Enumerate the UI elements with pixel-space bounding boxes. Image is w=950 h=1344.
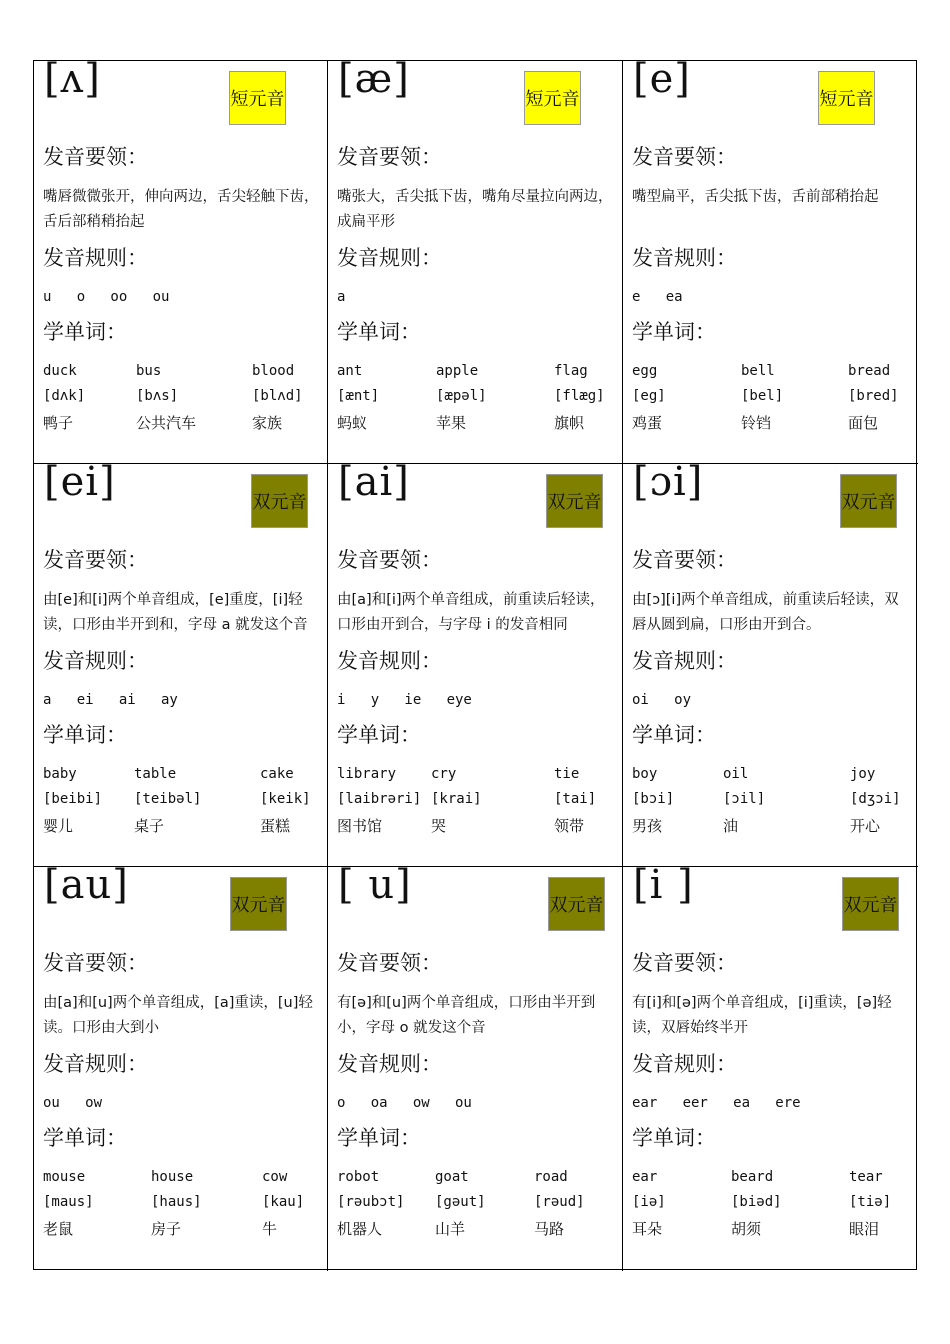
word-english: egg <box>632 363 658 379</box>
pronunciation-rules-text: e ea <box>632 289 683 305</box>
phonetic-symbol: [i ] <box>633 867 694 908</box>
word-english: bell <box>741 363 775 379</box>
word-phonetic: [gəut] <box>435 1194 486 1210</box>
word-phonetic: [biəd] <box>731 1194 782 1210</box>
heading-learn-words: 学单词： <box>337 320 421 344</box>
word-phonetic: [bɔi] <box>632 791 675 807</box>
pronunciation-tips-text: 有[i]和[ə]两个单音组成，[i]重读，[ə]轻读，双唇始终半开 <box>632 995 892 1036</box>
word-phonetic: [bʌs] <box>136 388 179 404</box>
word-chinese: 家族 <box>252 414 283 432</box>
word-chinese: 公共汽车 <box>136 414 197 432</box>
phoneme-card <box>34 867 328 1271</box>
heading-pronunciation-rules: 发音规则： <box>632 649 737 673</box>
word-english: beard <box>731 1169 774 1185</box>
word-english: table <box>134 766 177 782</box>
word-chinese: 蚂蚁 <box>337 414 368 432</box>
pronunciation-rules-text: oi oy <box>632 692 692 708</box>
word-chinese: 胡须 <box>731 1220 762 1238</box>
heading-pronunciation-tips: 发音要领： <box>632 145 737 169</box>
phonetic-symbol: [e] <box>633 61 691 102</box>
word-chinese: 鸡蛋 <box>632 414 663 432</box>
word-phonetic: [kau] <box>262 1194 305 1210</box>
phoneme-card <box>623 61 918 464</box>
word-english: flag <box>554 363 588 379</box>
heading-learn-words: 学单词： <box>632 320 716 344</box>
word-english: robot <box>337 1169 380 1185</box>
heading-learn-words: 学单词： <box>43 723 127 747</box>
phonetic-symbol: [au] <box>44 867 129 908</box>
word-english: cow <box>262 1169 288 1185</box>
heading-learn-words: 学单词： <box>632 723 716 747</box>
word-phonetic: [haus] <box>151 1194 202 1210</box>
word-english: tear <box>849 1169 883 1185</box>
word-phonetic: [blʌd] <box>252 388 303 404</box>
phoneme-card <box>623 867 918 1271</box>
word-chinese: 男孩 <box>632 817 663 835</box>
heading-pronunciation-tips: 发音要领： <box>337 145 442 169</box>
word-phonetic: [tiə] <box>849 1194 892 1210</box>
word-chinese: 铃铛 <box>741 414 772 432</box>
pronunciation-rules-text: i y ie eye <box>337 692 472 708</box>
word-phonetic: [keik] <box>260 791 311 807</box>
heading-pronunciation-tips: 发音要领： <box>632 548 737 572</box>
word-phonetic: [tai] <box>554 791 597 807</box>
heading-learn-words: 学单词： <box>337 1126 421 1150</box>
heading-learn-words: 学单词： <box>337 723 421 747</box>
word-english: house <box>151 1169 194 1185</box>
word-chinese: 图书馆 <box>337 817 383 835</box>
heading-learn-words: 学单词： <box>632 1126 716 1150</box>
heading-pronunciation-rules: 发音规则： <box>43 1052 148 1076</box>
phonetic-symbol: [ u] <box>338 867 412 908</box>
word-chinese: 机器人 <box>337 1220 383 1238</box>
pronunciation-tips-text: 由[a]和[u]两个单音组成，[a]重读，[u]轻读。口形由大到小 <box>43 995 313 1036</box>
vowel-type-badge: 短元音 <box>229 71 286 125</box>
word-english: blood <box>252 363 295 379</box>
phoneme-card <box>623 464 918 867</box>
word-phonetic: [ænt] <box>337 388 380 404</box>
vowel-type-badge: 短元音 <box>818 71 875 125</box>
word-phonetic: [dʌk] <box>43 388 86 404</box>
word-phonetic: [bel] <box>741 388 784 404</box>
vowel-type-badge: 双元音 <box>840 474 897 528</box>
word-chinese: 婴儿 <box>43 817 74 835</box>
word-english: ear <box>632 1169 658 1185</box>
word-chinese: 面包 <box>848 414 879 432</box>
phoneme-card <box>34 61 328 464</box>
heading-pronunciation-rules: 发音规则： <box>632 246 737 270</box>
word-english: library <box>337 766 397 782</box>
word-chinese: 桌子 <box>134 817 165 835</box>
vowel-type-badge: 短元音 <box>524 71 581 125</box>
heading-pronunciation-tips: 发音要领： <box>337 951 442 975</box>
phonetic-symbol: [ai] <box>338 464 410 505</box>
word-phonetic: [rəubɔt] <box>337 1194 405 1210</box>
word-english: ant <box>337 363 363 379</box>
pronunciation-tips-text: 嘴唇微微张开，伸向两边，舌尖轻触下齿，舌后部稍稍抬起 <box>43 189 319 230</box>
word-phonetic: [laibrəri] <box>337 791 422 807</box>
heading-pronunciation-rules: 发音规则： <box>337 246 442 270</box>
phonics-card-grid <box>33 60 917 1270</box>
word-english: tie <box>554 766 580 782</box>
word-english: cake <box>260 766 294 782</box>
heading-pronunciation-tips: 发音要领： <box>43 548 148 572</box>
phoneme-card <box>328 464 623 867</box>
heading-pronunciation-rules: 发音规则： <box>632 1052 737 1076</box>
word-phonetic: [teibəl] <box>134 791 202 807</box>
phoneme-card <box>328 61 623 464</box>
word-chinese: 蛋糕 <box>260 817 291 835</box>
word-chinese: 老鼠 <box>43 1220 74 1238</box>
pronunciation-rules-text: u o oo ou <box>43 289 170 305</box>
pronunciation-rules-text: o oa ow ou <box>337 1095 472 1111</box>
heading-pronunciation-rules: 发音规则： <box>43 649 148 673</box>
word-phonetic: [iə] <box>632 1194 666 1210</box>
word-chinese: 鸭子 <box>43 414 74 432</box>
heading-pronunciation-rules: 发音规则： <box>337 1052 442 1076</box>
word-phonetic: [bred] <box>848 388 899 404</box>
word-english: cry <box>431 766 457 782</box>
word-phonetic: [maus] <box>43 1194 94 1210</box>
phoneme-card <box>328 867 623 1271</box>
phoneme-card <box>34 464 328 867</box>
word-chinese: 眼泪 <box>849 1220 880 1238</box>
word-chinese: 哭 <box>431 817 447 835</box>
heading-pronunciation-tips: 发音要领： <box>43 951 148 975</box>
heading-pronunciation-tips: 发音要领： <box>337 548 442 572</box>
word-phonetic: [rəud] <box>534 1194 585 1210</box>
phonetic-symbol: [ei] <box>44 464 116 505</box>
pronunciation-rules-text: ear eer ea ere <box>632 1095 801 1111</box>
word-english: joy <box>850 766 876 782</box>
vowel-type-badge: 双元音 <box>548 877 605 931</box>
vowel-type-badge: 双元音 <box>546 474 603 528</box>
phonetic-symbol: [æ] <box>338 61 410 102</box>
word-phonetic: [flæg] <box>554 388 605 404</box>
word-chinese: 油 <box>723 817 739 835</box>
word-phonetic: [beibi] <box>43 791 103 807</box>
word-english: goat <box>435 1169 469 1185</box>
word-phonetic: [dʒɔi] <box>850 791 901 807</box>
phonetic-symbol: [ʌ] <box>44 61 101 102</box>
vowel-type-badge: 双元音 <box>842 877 899 931</box>
heading-pronunciation-rules: 发音规则： <box>43 246 148 270</box>
word-english: boy <box>632 766 658 782</box>
word-chinese: 房子 <box>151 1220 182 1238</box>
heading-learn-words: 学单词： <box>43 320 127 344</box>
phonetic-symbol: [ɔi] <box>633 464 704 505</box>
pronunciation-tips-text: 嘴型扁平，舌尖抵下齿，舌前部稍抬起 <box>632 189 879 205</box>
word-chinese: 马路 <box>534 1220 565 1238</box>
word-english: duck <box>43 363 77 379</box>
pronunciation-tips-text: 由[e]和[i]两个单音组成，[e]重度，[i]轻读，口形由半开到和，字母 a 就发这个音 <box>43 592 308 633</box>
word-chinese: 耳朵 <box>632 1220 663 1238</box>
word-chinese: 牛 <box>262 1220 278 1238</box>
pronunciation-rules-text: a <box>337 289 346 305</box>
vowel-type-badge: 双元音 <box>251 474 308 528</box>
pronunciation-rules-text: ou ow <box>43 1095 103 1111</box>
word-english: road <box>534 1169 568 1185</box>
word-english: oil <box>723 766 749 782</box>
word-phonetic: [eg] <box>632 388 666 404</box>
pronunciation-rules-text: a ei ai ay <box>43 692 178 708</box>
vowel-type-badge: 双元音 <box>230 877 287 931</box>
word-chinese: 开心 <box>850 817 881 835</box>
word-english: apple <box>436 363 479 379</box>
word-chinese: 领带 <box>554 817 585 835</box>
heading-pronunciation-rules: 发音规则： <box>337 649 442 673</box>
word-phonetic: [ɔil] <box>723 791 766 807</box>
word-chinese: 旗帜 <box>554 414 585 432</box>
pronunciation-tips-text: 由[ɔ][i]两个单音组成，前重读后轻读，双唇从圆到扁，口形由开到合。 <box>632 592 899 633</box>
word-english: mouse <box>43 1169 86 1185</box>
word-english: bread <box>848 363 891 379</box>
word-chinese: 山羊 <box>435 1220 466 1238</box>
word-phonetic: [æpəl] <box>436 388 487 404</box>
heading-learn-words: 学单词： <box>43 1126 127 1150</box>
word-phonetic: [krai] <box>431 791 482 807</box>
word-chinese: 苹果 <box>436 414 467 432</box>
word-english: bus <box>136 363 162 379</box>
heading-pronunciation-tips: 发音要领： <box>43 145 148 169</box>
heading-pronunciation-tips: 发音要领： <box>632 951 737 975</box>
pronunciation-tips-text: 有[ə]和[u]两个单音组成，口形由半开到小，字母 o 就发这个音 <box>337 995 596 1036</box>
pronunciation-tips-text: 由[a]和[i]两个单音组成，前重读后轻读，口形由开到合，与字母 i 的发音相同 <box>337 592 605 633</box>
word-english: baby <box>43 766 77 782</box>
pronunciation-tips-text: 嘴张大，舌尖抵下齿，嘴角尽量拉向两边，成扁平形 <box>337 189 613 230</box>
